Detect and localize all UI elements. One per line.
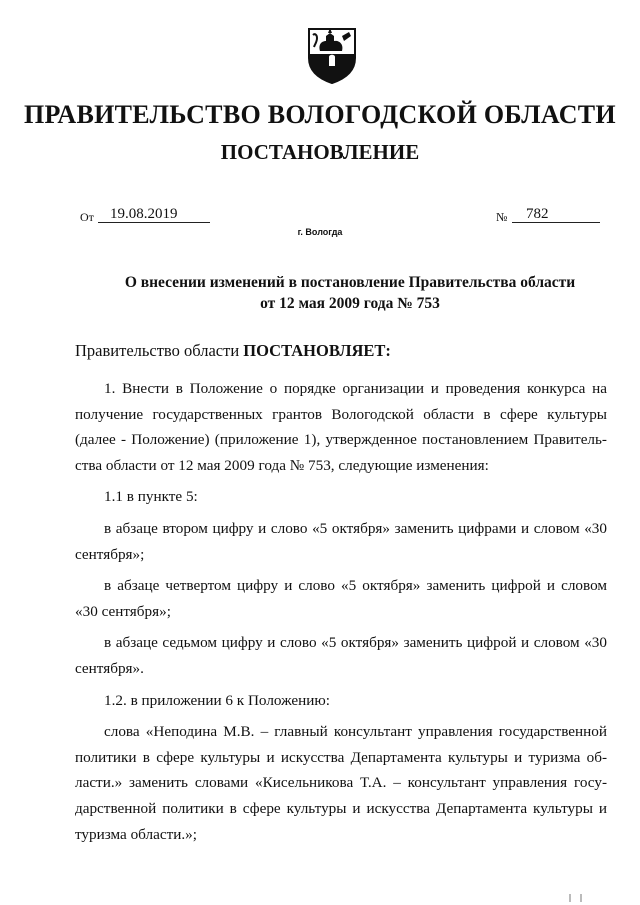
text-line: ласти.» заменить словами «Кисельникова Т.А. – консультант управления госу- — [75, 774, 607, 792]
paragraph-2 — [75, 484, 607, 510]
text-line: получение государственных грантов Вологодской области в сфере культуры — [75, 405, 607, 423]
text-line: сентября». — [75, 659, 144, 677]
text-line: в абзаце втором цифру и слово «5 октября» заменить цифрами и словом «30 — [104, 519, 607, 537]
text-line: слова «Неподина М.В. – главный консультант управления государственной — [104, 723, 607, 741]
document-title — [60, 272, 640, 314]
paragraph-7 — [75, 719, 607, 847]
preamble — [75, 341, 391, 361]
document-body — [75, 376, 607, 847]
text-line: в абзаце седьмом цифру и слово «5 октября» заменить цифрой и словом «30 — [104, 634, 607, 652]
paragraph-5 — [75, 630, 607, 681]
title-line-2: от 12 мая 2009 года № 753 — [260, 295, 440, 312]
document-number: 782 — [512, 206, 600, 223]
text-line: ства области от 12 мая 2009 года № 753, следующие изменения: — [75, 456, 489, 474]
coat-of-arms-icon — [306, 24, 358, 84]
paragraph-4 — [75, 573, 607, 624]
text-line: дарственной политики в сфере культуры и искусства Департамента культуры и — [75, 799, 607, 817]
text-line: туризма области.»; — [75, 825, 197, 843]
preamble-decree-word: ПОСТАНОВЛЯЕТ: — [243, 341, 391, 360]
preamble-text: Правительство области — [75, 341, 240, 360]
text-line: «30 сентября»; — [75, 602, 171, 620]
paragraph-6 — [75, 688, 607, 714]
text-line: 1. Внести в Положение о порядке организации и проведения конкурса на — [104, 380, 607, 397]
text-line: (далее - Положение) (приложение 1), утвержденное постановлением Правитель- — [75, 431, 607, 449]
scan-marks — [568, 893, 586, 903]
paragraph-3 — [75, 516, 607, 567]
document-type: ПОСТАНОВЛЕНИЕ — [220, 140, 420, 164]
number-label: № — [496, 210, 508, 224]
text-line: в абзаце четвертом цифру и слово «5 октября» заменить цифрой и словом — [104, 577, 607, 595]
text-line: 1.1 в пункте 5: — [104, 488, 198, 506]
text-line: 1.2. в приложении 6 к Положению: — [104, 691, 330, 709]
document-date: 19.08.2019 — [98, 206, 210, 223]
text-line: политики в сфере культуры и искусства Департамента культуры и туризма об- — [75, 748, 607, 766]
city-name: г. Вологда — [297, 227, 343, 237]
title-line-1: О внесении изменений в постановление Правительства области — [124, 274, 576, 291]
date-label: От — [80, 210, 94, 224]
paragraph-1 — [75, 376, 607, 478]
organization-name: ПРАВИТЕЛЬСТВО ВОЛОГОДСКОЙ ОБЛАСТИ — [24, 100, 616, 129]
text-line: сентября»; — [75, 545, 145, 563]
